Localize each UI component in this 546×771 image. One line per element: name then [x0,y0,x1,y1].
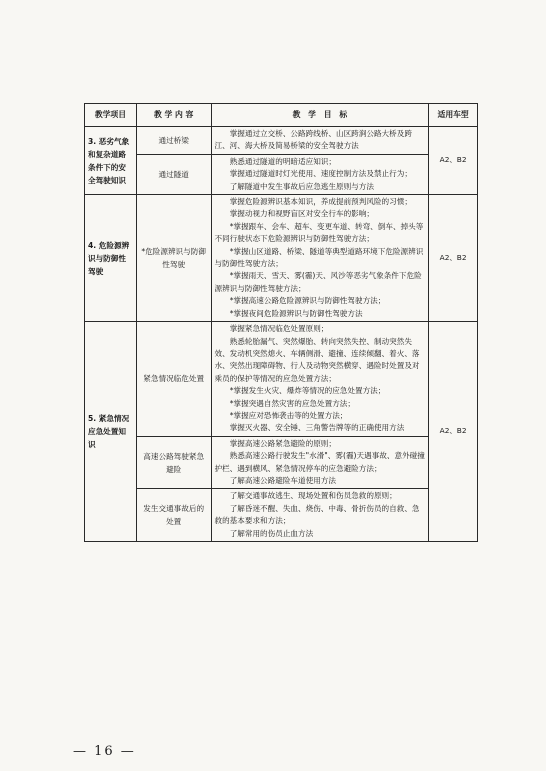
vehicle-cell: A2、B2 [429,322,478,542]
goal-cell [211,489,429,542]
content-cell: 高速公路驾驶紧急避险 [136,436,211,489]
goal-line: 掌握通过立交桥、公路跨线桥、山区跨涧公路大桥及跨江、河、海大桥及简易桥梁的安全驾驶方法 [214,129,412,151]
goal-line: *掌握夜间危险源辨识与防御性驾驶方法 [229,308,363,318]
goal-line: 掌握灭火器、安全锤、三角警告牌等的正确使用方法 [229,423,405,433]
goal-line: 了解交通事故逃生、现场处置和伤员急救的原则； [229,491,397,501]
goal-line: *掌握发生火灾、爆炸等情况的应急处置方法； [229,386,386,396]
header-vehicle: 适用车型 [429,104,478,127]
goal-line: *掌握雨天、雪天、雾(霾)天、风沙等恶劣气象条件下危险源辨识与防御性驾驶方法； [214,271,422,293]
goal-line: 掌握通过隧道时灯光使用、速度控制方法及禁止行为； [229,169,412,179]
content-cell: 紧急情况临危处置 [136,322,211,437]
goal-line: *掌握跟车、会车、超车、变更车道、转弯、倒车、掉头等不同行驶状态下危险源辨识与防御性驾驶方法； [214,221,424,244]
content-cell: 通过隧道 [136,154,211,194]
goal-cell [211,436,429,489]
goal-cell [211,154,429,194]
goal-cell [211,195,429,322]
vehicle-cell: A2、B2 [429,195,478,322]
table-row [85,195,478,322]
goal-line: *掌握山区道路、桥梁、隧道等典型道路环境下危险源辨识与防御性驾驶方法； [214,246,424,269]
goal-line: 掌握危险源辨识基本知识，养成提前预判风险的习惯； [229,197,412,207]
header-content: 教 学 内 容 [136,104,211,127]
page-number: — 16 — [73,744,136,759]
vehicle-cell: A2、B2 [429,127,478,195]
content-cell: *危险源辨识与防御性驾驶 [136,195,211,322]
table-row [85,127,478,155]
content-cell: 发生交通事故后的处置 [136,489,211,542]
project-cell: 4. 危险源辨识与防御性驾驶 [85,195,137,322]
goal-line: 掌握动视力和视野盲区对安全行车的影响； [229,209,374,219]
goal-line: 掌握紧急情况临危处置原则； [229,324,329,334]
content-cell: 通过桥梁 [136,127,211,155]
table-row [85,436,478,489]
header-goal: 教 学 目 标 [211,104,429,127]
project-cell: 5. 紧急情况应急处置知识 [85,322,137,542]
goal-line: 熟悉通过隧道的明暗适应知识； [229,156,336,166]
goal-line: 了解昏迷不醒、失血、烧伤、中毒、骨折伤员的自救、急救的基本要求和方法； [214,503,420,526]
goal-line: 了解高速公路避险车道使用方法 [229,475,336,485]
project-cell: 3. 恶劣气象和复杂道路条件下的安全驾驶知识 [85,127,137,195]
curriculum-table [84,103,478,542]
header-project: 教学项目 [85,104,137,127]
goal-line: 熟悉轮胎漏气、突然爆胎、转向突然失控、制动突然失效、发动机突然熄火、车辆侧滑、避撞、连续倾翻、着火、落水、突然出现障碍物、行人及动物突然横穿、遇险时处置及对乘员的保护等情况的应急处置方法； [214,336,420,383]
table-header-row [85,104,478,127]
goal-line: 掌握高速公路紧急避险的原则； [229,438,336,448]
table-row [85,489,478,542]
table-row [85,322,478,437]
goal-cell [211,322,429,437]
goal-line: *掌握突遇自然灾害的应急处置方法； [229,398,355,408]
goal-line: 熟悉高速公路行驶发生"水滑"、雾(霾)天遇事故、意外碰撞护栏、遇到横风、紧急情况停车的应急避险方法； [214,451,425,473]
goal-line: *掌握高速公路危险源辨识与防御性驾驶方法； [229,296,386,306]
goal-line: 了解隧道中发生事故后应急逃生原则与方法 [229,181,374,191]
goal-cell [211,127,429,155]
table-row [85,154,478,194]
goal-line: 了解常用的伤员止血方法 [229,528,314,538]
table-body [85,127,478,542]
goal-line: *掌握应对恐怖袭击等的处置方法； [229,410,348,420]
